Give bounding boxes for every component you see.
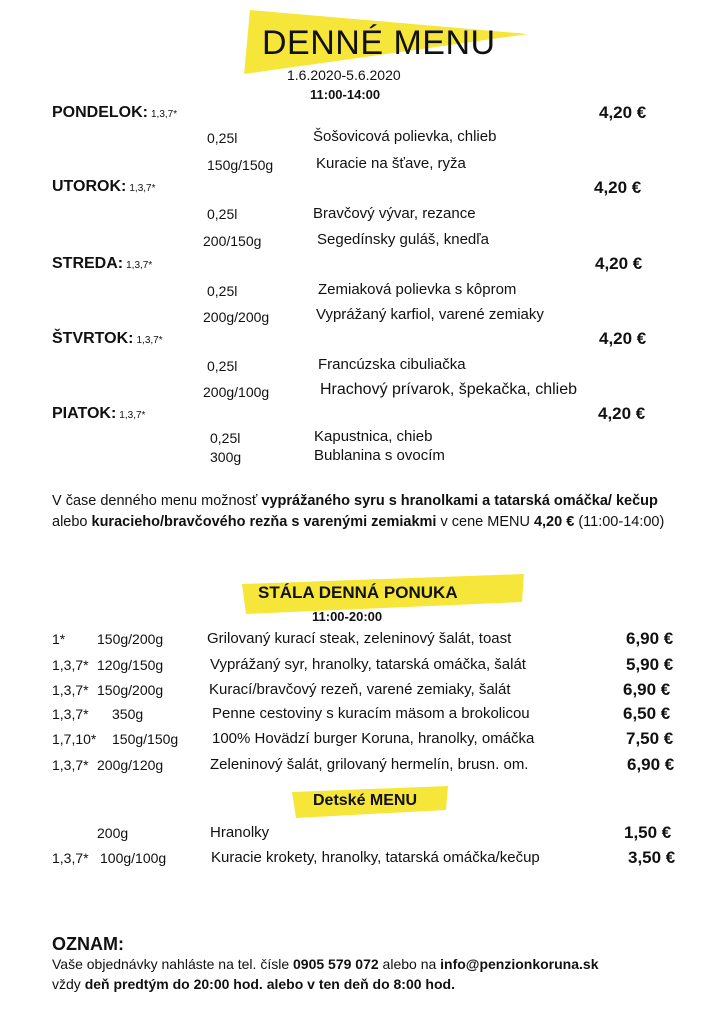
item-amount: 150g/150g: [112, 731, 179, 747]
main-name: Vyprážaný karfiol, varené zemiaky: [316, 306, 544, 323]
soup-name: Francúzska cibuliačka: [318, 356, 466, 373]
page-title: DENNÉ MENU: [262, 24, 496, 62]
main-amount: 200/150g: [203, 233, 262, 249]
soup-name: Bravčový vývar, rezance: [313, 205, 476, 222]
main-name: Bublanina s ovocím: [314, 447, 445, 464]
item-price: 6,90 €: [623, 680, 671, 699]
note-text: V čase denného menu možnosť: [52, 493, 262, 509]
item-name: Grilovaný kurací steak, zeleninový šalát, toast: [207, 630, 512, 647]
item-name: 100% Hovädzí burger Koruna, hranolky, omáčka: [212, 730, 535, 747]
item-amount: 150g/200g: [97, 631, 164, 647]
item-price: 6,90 €: [626, 629, 674, 648]
soup-amount: 0,25l: [207, 130, 238, 146]
day-tuesday: [52, 178, 156, 196]
item-amount: 120g/150g: [97, 657, 164, 673]
item-name: Zeleninový šalát, grilovaný hermelín, brusn. om.: [210, 756, 529, 773]
day-allergens: 1,3,7*: [119, 410, 146, 421]
day-price: 4,20 €: [599, 329, 647, 348]
item-price: 1,50 €: [624, 823, 672, 842]
item-price: 6,90 €: [627, 755, 675, 774]
note-text: alebo: [52, 514, 92, 530]
main-amount: 300g: [210, 449, 242, 465]
menu-hours: 11:00-14:00: [310, 87, 381, 102]
item-allergens: 1,3,7*: [52, 706, 89, 722]
item-allergens: 1,3,7*: [52, 850, 89, 866]
day-name: STREDA:: [52, 255, 124, 272]
note-text: (11:00-14:00): [574, 514, 665, 530]
note-text: v cene MENU: [436, 514, 534, 530]
item-name: Penne cestoviny s kuracím mäsom a brokolicou: [212, 705, 530, 722]
item-price: 3,50 €: [628, 848, 676, 867]
phone-number: 0905 579 072: [293, 956, 379, 972]
main-name: Segedínsky guláš, knedľa: [317, 231, 489, 248]
announcement-text: vždy: [52, 976, 85, 992]
day-allergens: 1,3,7*: [126, 260, 153, 271]
main-name: Kuracie na šťave, ryža: [316, 155, 466, 172]
day-price: 4,20 €: [595, 254, 643, 273]
day-friday: [52, 405, 145, 423]
main-amount: 200g/200g: [203, 309, 270, 325]
main-amount: 200g/100g: [203, 384, 270, 400]
item-name: Hranolky: [210, 824, 270, 841]
day-allergens: 1,3,7*: [151, 109, 178, 120]
item-allergens: 1,3,7*: [52, 757, 89, 773]
day-name: UTOROK:: [52, 178, 127, 195]
day-monday: [52, 104, 177, 122]
standing-hours: 11:00-20:00: [312, 609, 383, 624]
item-price: 7,50 €: [626, 729, 674, 748]
soup-name: Kapustnica, chieb: [314, 428, 433, 445]
standing-offer-title: STÁLA DENNÁ PONUKA: [258, 583, 458, 602]
day-allergens: 1,3,7*: [136, 335, 163, 346]
item-name: Kurací/bravčový rezeň, varené zemiaky, šalát: [209, 681, 511, 698]
soup-name: Zemiaková polievka s kôprom: [318, 281, 517, 298]
item-allergens: 1,3,7*: [52, 682, 89, 698]
item-price: 6,50 €: [623, 704, 671, 723]
main-amount: 150g/150g: [207, 157, 274, 173]
soup-amount: 0,25l: [207, 283, 238, 299]
announcement-deadline: deň predtým do 20:00 hod. alebo v ten deň do 8:00 hod.: [84, 976, 455, 992]
menu-dates: 1.6.2020-5.6.2020: [287, 67, 401, 83]
day-thursday: [52, 330, 163, 348]
day-price: 4,20 €: [599, 103, 647, 122]
item-amount: 150g/200g: [97, 682, 164, 698]
day-name: PIATOK:: [52, 405, 117, 422]
email-address: info@penzionkoruna.sk: [440, 956, 599, 972]
item-name: Kuracie krokety, hranolky, tatarská omáčka/kečup: [211, 849, 540, 866]
announcement-line-2: [52, 976, 455, 992]
item-amount: 200g/120g: [97, 757, 164, 773]
kids-menu-title: Detské MENU: [313, 792, 418, 809]
item-allergens: 1*: [52, 631, 66, 647]
announcement-text: alebo na: [378, 956, 441, 972]
day-name: ŠTVRTOK:: [52, 330, 134, 347]
soup-amount: 0,25l: [210, 430, 241, 446]
note-bold: vyprážaného syru s hranolkami a tatarská omáčka/ kečup: [261, 493, 658, 509]
menu-alternative-note: [52, 491, 682, 533]
announcement-line-1: [52, 956, 598, 972]
soup-amount: 0,25l: [207, 206, 238, 222]
soup-name: Šošovicová polievka, chlieb: [313, 128, 497, 145]
announcement-heading: OZNAM:: [52, 934, 124, 954]
day-name: PONDELOK:: [52, 104, 148, 121]
note-bold: kuracieho/bravčového rezňa s varenými zemiakmi: [91, 514, 437, 530]
soup-amount: 0,25l: [207, 358, 238, 374]
item-name: Vyprážaný syr, hranolky, tatarská omáčka, šalát: [210, 656, 526, 673]
note-price: 4,20 €: [533, 514, 575, 530]
day-price: 4,20 €: [594, 178, 642, 197]
day-allergens: 1,3,7*: [129, 183, 156, 194]
item-allergens: 1,7,10*: [52, 731, 97, 747]
item-amount: 350g: [112, 706, 144, 722]
day-wednesday: [52, 255, 152, 273]
item-amount: 200g: [97, 825, 129, 841]
main-name: Hrachový prívarok, špekačka, chlieb: [320, 381, 577, 398]
announcement-text: Vaše objednávky nahláste na tel. čísle: [52, 956, 294, 972]
day-price: 4,20 €: [598, 404, 646, 423]
item-price: 5,90 €: [626, 655, 674, 674]
item-amount: 100g/100g: [100, 850, 167, 866]
item-allergens: 1,3,7*: [52, 657, 89, 673]
